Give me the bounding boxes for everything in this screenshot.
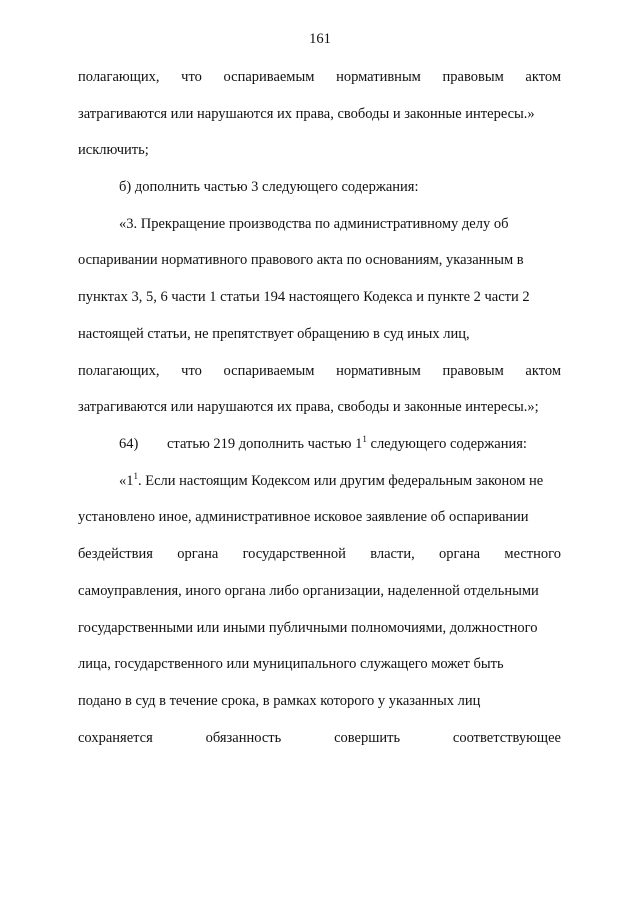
- page-number: 161: [309, 31, 331, 47]
- text-line: государственными или иными публичными полномочиями, должностного: [78, 620, 538, 636]
- item-number: 64): [119, 436, 139, 452]
- text-line: пунктах 3, 5, 6 части 1 статьи 194 настоящего Кодекса и пункте 2 части 2: [78, 289, 530, 305]
- text-line: оспаривании нормативного правового акта по основаниям, указанным в: [78, 252, 524, 268]
- text-line: сохраняется обязанность совершить соответствующее: [78, 730, 561, 746]
- text-line: бездействия органа государственной власти, органа местного: [78, 546, 561, 562]
- text-line: затрагиваются или нарушаются их права, свободы и законные интересы.»: [78, 106, 535, 122]
- paragraph-heading: б) дополнить частью 3 следующего содержания:: [119, 179, 419, 195]
- text-line: исключить;: [78, 142, 149, 158]
- text-line: «$1^1$. Если настоящим Кодексом или другим федеральным законом не: [119, 471, 544, 489]
- text-line: самоуправления, иного органа либо организации, наделенной отдельными: [78, 583, 539, 599]
- text-line: подано в суд в течение срока, в рамках которого у указанных лиц: [78, 693, 481, 709]
- numbered-item: 64) статью 219 дополнить частью $1^1$ следующего содержания:: [119, 434, 527, 452]
- text-line: «3. Прекращение производства по административному делу об: [119, 216, 509, 232]
- text-line: настоящей статьи, не препятствует обращению в суд иных лиц,: [78, 326, 470, 342]
- text-line: установлено иное, административное исковое заявление об оспаривании: [78, 509, 529, 525]
- text-line: затрагиваются или нарушаются их права, свободы и законные интересы.»;: [78, 399, 539, 415]
- text-line: полагающих, что оспариваемым нормативным правовым актом: [78, 363, 561, 379]
- text-line: полагающих, что оспариваемым нормативным правовым актом: [78, 69, 561, 85]
- text-line: лица, государственного или муниципального служащего может быть: [78, 656, 504, 672]
